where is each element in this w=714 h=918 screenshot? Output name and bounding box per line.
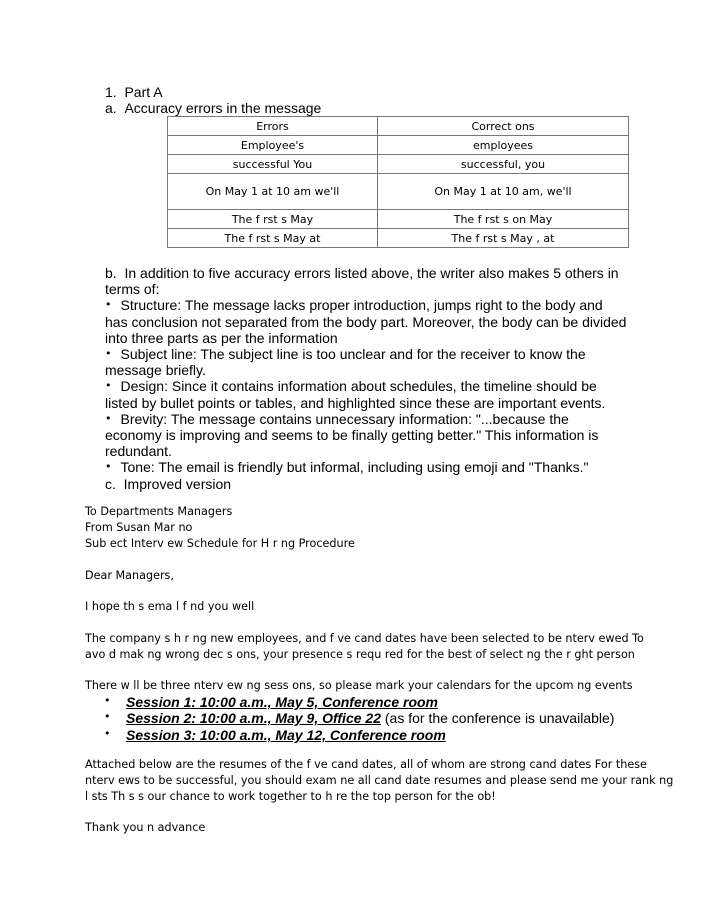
session-item xyxy=(126,710,614,728)
list-item-design xyxy=(105,378,597,397)
bullet-icon: • xyxy=(105,298,112,311)
list-item-text: redundant. xyxy=(105,443,172,459)
subsection-b-number: b. xyxy=(105,265,117,281)
table-header-errors: Errors xyxy=(168,117,378,136)
email-subject: Sub ect Interv ew Schedule for H r ng Procedure xyxy=(85,537,355,550)
table-row xyxy=(168,136,629,155)
table-header-corrections: Correct ons xyxy=(378,117,629,136)
bullet-icon: • xyxy=(105,460,112,473)
subsection-c-heading xyxy=(105,476,231,493)
list-item-text: listed by bullet points or tables, and highlighted since these are important events. xyxy=(105,395,606,411)
errors-table xyxy=(167,116,629,248)
table-row xyxy=(168,210,629,229)
subsection-b-intro-line2: terms of: xyxy=(105,281,160,297)
session-text: Session 2: 10:00 a.m., May 9, Office 22 xyxy=(126,710,381,726)
email-to: To Departments Managers xyxy=(85,505,233,518)
table-cell-error: On May 1 at 10 am we'll xyxy=(168,174,378,210)
list-item-text: Subject line: The subject line is too unclear and for the receiver to know the xyxy=(120,346,586,362)
email-opening: I hope th s ema l f nd you well xyxy=(85,600,255,613)
subsection-c-number: c. xyxy=(105,476,116,492)
session-note: (as for the conference is unavailable) xyxy=(380,710,615,726)
table-cell-correction: employees xyxy=(378,136,629,155)
table-cell-error: successful You xyxy=(168,155,378,174)
part-label: Part A xyxy=(124,84,163,100)
bullet-icon: • xyxy=(104,727,111,740)
table-cell-correction: The f rst s May , at xyxy=(378,229,629,248)
list-item-text: message briefly. xyxy=(105,362,206,378)
list-item-tone xyxy=(105,459,589,478)
table-cell-correction: The f rst s on May xyxy=(378,210,629,229)
table-cell-correction: On May 1 at 10 am, we'll xyxy=(378,174,629,210)
email-closing: Thank you n advance xyxy=(85,821,206,834)
session-text: Session 3: 10:00 a.m., May 12, Conference room xyxy=(126,727,446,743)
list-item-text: Tone: The email is friendly but informal, including using emoji and "Thanks." xyxy=(120,459,589,475)
session-text: Session 1: 10:00 a.m., May 5, Conference room xyxy=(126,694,439,710)
subsection-b-intro-line1: In addition to five accuracy errors listed above, the writer also makes 5 others in xyxy=(124,265,619,281)
list-item-structure xyxy=(105,297,603,316)
part-heading xyxy=(105,84,163,101)
table-row xyxy=(168,155,629,174)
list-item-text: has conclusion not separated from the body part. Moreover, the body can be divided xyxy=(105,314,627,330)
email-paragraph-1-cont: avo d mak ng wrong dec s ons, your presence s requ red for the best of select ng the r ght person xyxy=(85,648,635,661)
email-paragraph-3-cont: nterv ews to be successful, you should exam ne all cand date resumes and please send me your rank ng xyxy=(85,774,674,787)
bullet-icon: • xyxy=(105,412,112,425)
list-item-text: into three parts as per the information xyxy=(105,330,338,346)
email-greeting: Dear Managers, xyxy=(85,569,174,582)
bullet-icon: • xyxy=(104,694,111,707)
list-item-text: economy is improving and seems to be finally getting better." This information is xyxy=(105,427,599,443)
table-row xyxy=(168,174,629,210)
session-item xyxy=(126,727,446,745)
email-paragraph-1: The company s h r ng new employees, and f ve cand dates have been selected to be nterv ewed To xyxy=(85,632,644,645)
table-cell-correction: successful, you xyxy=(378,155,629,174)
subsection-a-heading xyxy=(105,100,321,117)
bullet-icon: • xyxy=(105,379,112,392)
email-paragraph-3: Attached below are the resumes of the f ve cand dates, all of whom are strong cand dates For these xyxy=(85,758,647,771)
table-row xyxy=(168,229,629,248)
subsection-a-number: a. xyxy=(105,100,117,116)
email-from: From Susan Mar no xyxy=(85,521,193,534)
table-cell-error: The f rst s May xyxy=(168,210,378,229)
bullet-icon: • xyxy=(104,710,111,723)
list-item-text: Design: Since it contains information about schedules, the timeline should be xyxy=(120,378,597,394)
table-cell-error: Employee's xyxy=(168,136,378,155)
subsection-b-intro xyxy=(105,265,619,282)
email-paragraph-3-end: l sts Th s s our chance to work together to h re the top person for the ob! xyxy=(85,790,496,803)
subsection-c-label: Improved version xyxy=(123,476,232,492)
table-cell-error: The f rst s May at xyxy=(168,229,378,248)
email-paragraph-2: There w ll be three nterv ew ng sess ons, so please mark your calendars for the upcom ng events xyxy=(85,679,633,692)
subsection-a-label: Accuracy errors in the message xyxy=(124,100,322,116)
part-number: 1. xyxy=(105,84,117,100)
bullet-icon: • xyxy=(105,347,112,360)
list-item-text: Structure: The message lacks proper introduction, jumps right to the body and xyxy=(120,297,603,313)
table-header-row xyxy=(168,117,629,136)
list-item-text: Brevity: The message contains unnecessary information: "...because the xyxy=(120,411,569,427)
